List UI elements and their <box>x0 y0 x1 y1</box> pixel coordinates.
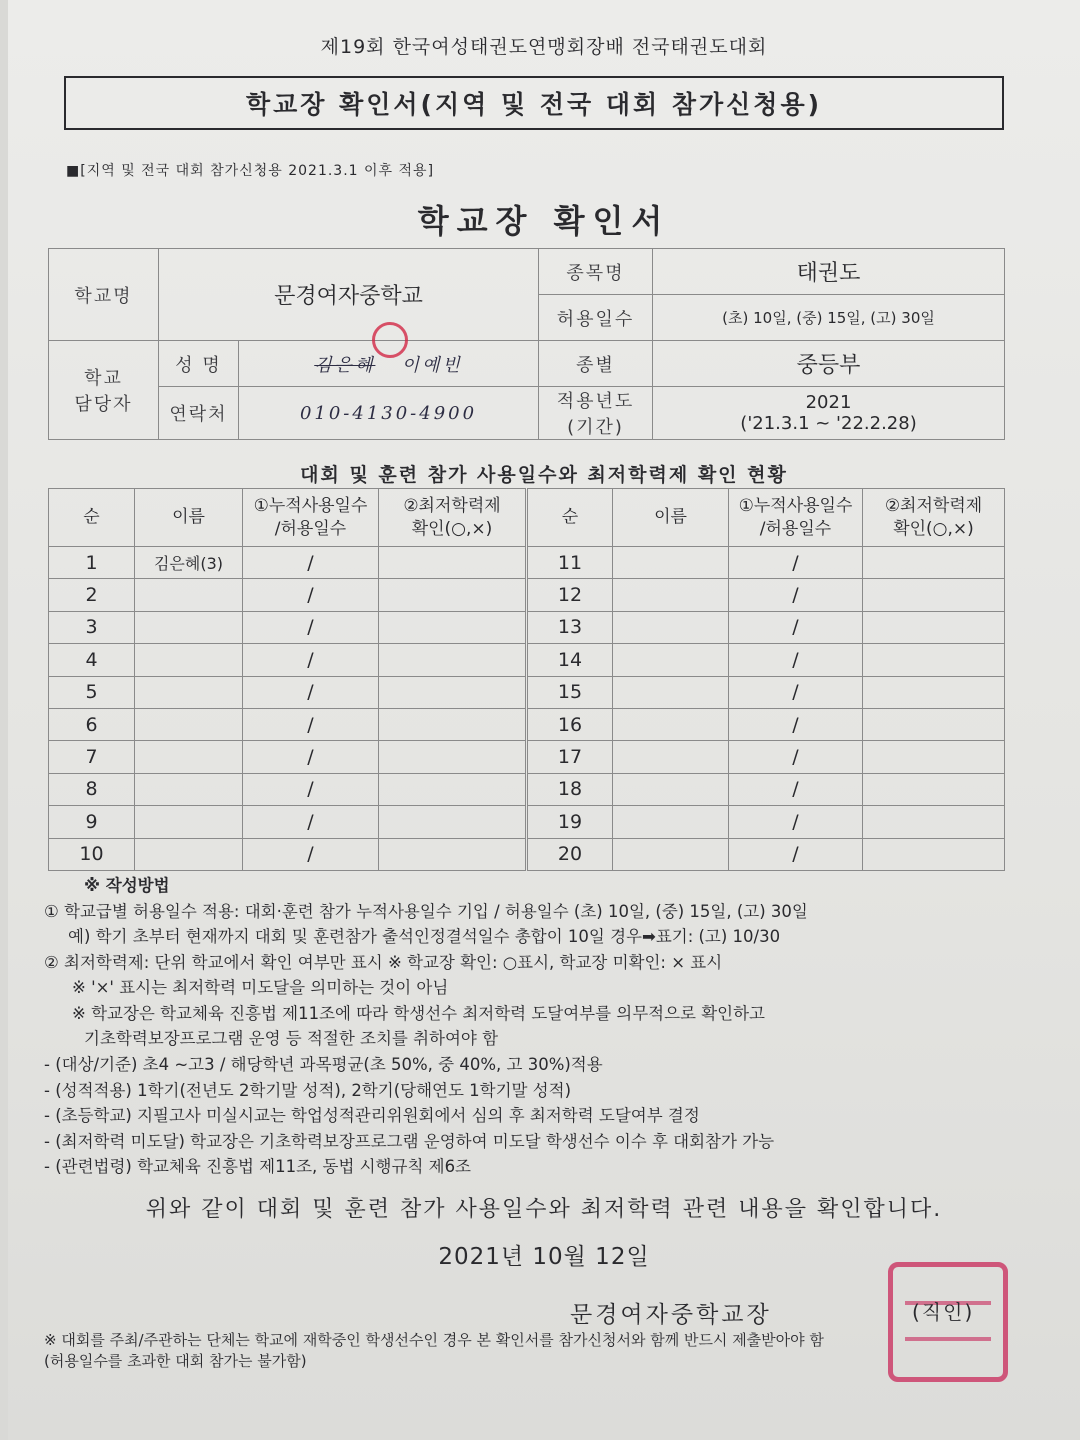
phone-value: 010-4130-4900 <box>239 387 539 440</box>
row-no: 10 <box>49 838 135 870</box>
issue-date: 2021년 10월 12일 <box>438 1244 650 1270</box>
category-label: 종별 <box>539 341 653 387</box>
row-days: / <box>729 741 863 773</box>
struck-name: 김은혜 <box>314 354 376 376</box>
row-days: / <box>729 806 863 838</box>
participant-table <box>48 488 1005 871</box>
row-check <box>379 838 527 870</box>
col-check-right-line1: ②최저학력제 <box>884 495 983 516</box>
row-check <box>863 741 1005 773</box>
contact-person-label <box>49 341 159 440</box>
row-no: 1 <box>49 547 135 579</box>
footnote-line1: ※ 대회를 주최/주관하는 단체는 학교에 재학중인 학생선수인 경우 본 확인서를 참가신청서와 함께 반드시 제출받아야 함 <box>44 1331 824 1349</box>
info-table <box>48 248 1005 440</box>
correction-seal-icon <box>372 322 408 358</box>
col-no-left: 순 <box>49 489 135 547</box>
table-row <box>49 708 1005 740</box>
row-name <box>613 708 729 740</box>
table-row <box>49 838 1005 870</box>
col-days-right <box>729 489 863 547</box>
row-name <box>613 579 729 611</box>
instruction-line: ※ 학교장은 학교체육 진흥법 제11조에 따라 학생선수 최저학력 도달여부를 의무적으로 확인하고 <box>72 1003 765 1023</box>
row-days: / <box>729 547 863 579</box>
row-check <box>379 741 527 773</box>
col-check-left <box>379 489 527 547</box>
row-no: 4 <box>49 644 135 676</box>
row-name <box>135 773 243 805</box>
row-days: / <box>243 773 379 805</box>
row-check <box>863 708 1005 740</box>
row-no: 12 <box>527 579 613 611</box>
row-days: / <box>243 579 379 611</box>
row-days: / <box>243 708 379 740</box>
col-no-right: 순 <box>527 489 613 547</box>
row-name <box>613 773 729 805</box>
row-check <box>863 611 1005 643</box>
seal-label: (직인) <box>912 1300 975 1324</box>
row-name <box>613 838 729 870</box>
row-check <box>379 611 527 643</box>
row-name <box>613 741 729 773</box>
footnote-line2: (허용일수를 초과한 대회 참가는 불가함) <box>44 1352 307 1370</box>
row-name <box>613 547 729 579</box>
row-days: / <box>729 838 863 870</box>
row-check <box>863 644 1005 676</box>
row-check <box>863 773 1005 805</box>
row-no: 17 <box>527 741 613 773</box>
principal-title: 문경여자중학교장 <box>570 1302 772 1328</box>
form-title-box: 학교장 확인서(지역 및 전국 대회 참가신청용) <box>64 76 1004 130</box>
document-sheet <box>8 0 1080 1440</box>
row-days: / <box>243 838 379 870</box>
col-days-left-line2: /허용일수 <box>274 518 347 539</box>
instruction-line: - (성적적용) 1학기(전년도 2학기말 성적), 2학기(당해연도 1학기말 성적) <box>44 1080 572 1100</box>
row-days: / <box>243 644 379 676</box>
instruction-line: 예) 학기 초부터 현재까지 대회 및 훈련참가 출석인정결석일수 총합이 10일 경우➡표기: (고) 10/30 <box>68 927 781 947</box>
row-no: 13 <box>527 611 613 643</box>
instruction-line: - (초등학교) 지필고사 미실시교는 학업성적관리위원회에서 심의 후 최저학력 도달여부 결정 <box>44 1106 700 1126</box>
col-days-right-line1: ①누적사용일수 <box>738 495 853 516</box>
school-value: 문경여자중학교 <box>159 249 539 341</box>
row-days: / <box>243 806 379 838</box>
row-name <box>135 579 243 611</box>
row-check <box>863 838 1005 870</box>
table-row <box>49 773 1005 805</box>
row-name <box>135 676 243 708</box>
row-days: / <box>729 676 863 708</box>
sport-label: 종목명 <box>539 249 653 295</box>
instruction-line: 기초학력보장프로그램 운영 등 적절한 조치를 취하여야 함 <box>84 1029 499 1049</box>
row-no: 18 <box>527 773 613 805</box>
col-check-left-line2: 확인(○,×) <box>411 518 493 539</box>
col-check-left-line1: ②최저학력제 <box>403 495 501 516</box>
row-no: 2 <box>49 579 135 611</box>
row-days: / <box>243 676 379 708</box>
footnote <box>44 1330 824 1372</box>
row-name: 김은혜(3) <box>135 547 243 579</box>
row-no: 14 <box>527 644 613 676</box>
row-no: 15 <box>527 676 613 708</box>
phone-label: 연락처 <box>159 387 239 440</box>
row-check <box>379 773 527 805</box>
row-name <box>135 611 243 643</box>
row-check <box>863 806 1005 838</box>
col-name-left: 이름 <box>135 489 243 547</box>
instruction-line: ※ '×' 표시는 최저학력 미도달을 의미하는 것이 아님 <box>72 978 449 998</box>
row-days: / <box>243 547 379 579</box>
row-days: / <box>729 773 863 805</box>
row-name <box>613 676 729 708</box>
table-row <box>49 611 1005 643</box>
row-days: / <box>729 644 863 676</box>
confirmation-statement: 위와 같이 대회 및 훈련 참가 사용일수와 최저학력 관련 내용을 확인합니다. <box>145 1197 943 1222</box>
row-no: 5 <box>49 676 135 708</box>
row-name <box>135 806 243 838</box>
row-no: 3 <box>49 611 135 643</box>
instruction-line: ① 학교급별 허용일수 적용: 대회·훈련 참가 누적사용일수 기입 / 허용일수 (초) 10일, (중) 15일, (고) 30일 <box>44 901 808 921</box>
year-label-line1: 적용년도 <box>556 391 635 412</box>
row-check <box>379 806 527 838</box>
row-name <box>135 708 243 740</box>
instructions <box>44 873 1044 1180</box>
col-name-right: 이름 <box>613 489 729 547</box>
contact-label-line1: 학교 <box>84 368 123 389</box>
row-check <box>863 547 1005 579</box>
year-label <box>539 387 653 440</box>
row-check <box>379 708 527 740</box>
school-label: 학교명 <box>49 249 159 341</box>
row-check <box>379 547 527 579</box>
col-days-left <box>243 489 379 547</box>
row-name <box>135 741 243 773</box>
instructions-title: ※ 작성방법 <box>84 876 170 895</box>
row-name <box>613 611 729 643</box>
contact-label-line2: 담당자 <box>74 394 133 415</box>
instruction-line: ② 최저학력제: 단위 학교에서 확인 여부만 표시 ※ 학교장 확인: ○표시, 학교장 미확인: × 표시 <box>44 952 723 972</box>
row-check <box>863 676 1005 708</box>
instruction-line: - (최저학력 미도달) 학교장은 기초학력보장프로그램 운영하여 미도달 학생선수 이수 후 대회참가 가능 <box>44 1131 775 1151</box>
sport-value: 태권도 <box>653 249 1005 295</box>
row-check <box>379 579 527 611</box>
row-no: 19 <box>527 806 613 838</box>
row-no: 7 <box>49 741 135 773</box>
row-no: 9 <box>49 806 135 838</box>
table-row <box>49 806 1005 838</box>
row-name <box>135 644 243 676</box>
year-label-line2: (기간) <box>567 417 624 438</box>
instruction-line: - (대상/기준) 초4 ~고3 / 해당학년 과목평균(초 50%, 중 40%, 고 30%)적용 <box>44 1054 603 1074</box>
table-row <box>49 579 1005 611</box>
year-value <box>653 387 1005 440</box>
corrected-name: 이예빈 <box>401 354 463 376</box>
row-days: / <box>243 611 379 643</box>
col-check-right-line2: 확인(○,×) <box>893 518 974 539</box>
row-no: 11 <box>527 547 613 579</box>
row-name <box>613 644 729 676</box>
table-row <box>49 547 1005 579</box>
row-days: / <box>729 611 863 643</box>
row-check <box>379 676 527 708</box>
table-row <box>49 644 1005 676</box>
row-days: / <box>729 579 863 611</box>
row-no: 20 <box>527 838 613 870</box>
row-name <box>135 838 243 870</box>
col-days-left-line1: ①누적사용일수 <box>253 495 368 516</box>
row-no: 6 <box>49 708 135 740</box>
section-title: 대회 및 훈련 참가 사용일수와 최저학력제 확인 현황 <box>300 464 788 486</box>
table-row <box>49 676 1005 708</box>
category-value: 중등부 <box>653 341 1005 387</box>
main-title: 학교장 확인서 <box>417 202 671 240</box>
allowed-days-value: (초) 10일, (중) 15일, (고) 30일 <box>653 295 1005 341</box>
row-days: / <box>243 741 379 773</box>
row-check <box>863 579 1005 611</box>
year-value-line2: ('21.3.1 ~ '22.2.28) <box>740 413 917 434</box>
row-check <box>379 644 527 676</box>
instruction-line: - (관련법령) 학교체육 진흥법 제11조, 동법 시행규칙 제6조 <box>44 1157 471 1177</box>
event-title: 제19회 한국여성태권도연맹회장배 전국태권도대회 <box>320 36 768 58</box>
table-row <box>49 741 1005 773</box>
name-label: 성 명 <box>159 341 239 387</box>
col-days-right-line2: /허용일수 <box>759 518 832 539</box>
col-check-right <box>863 489 1005 547</box>
row-no: 8 <box>49 773 135 805</box>
allowed-days-label: 허용일수 <box>539 295 653 341</box>
row-no: 16 <box>527 708 613 740</box>
row-days: / <box>729 708 863 740</box>
year-value-line1: 2021 <box>805 392 852 413</box>
application-note: ■[지역 및 전국 대회 참가신청용 2021.3.1 이후 적용] <box>66 163 435 179</box>
row-name <box>613 806 729 838</box>
